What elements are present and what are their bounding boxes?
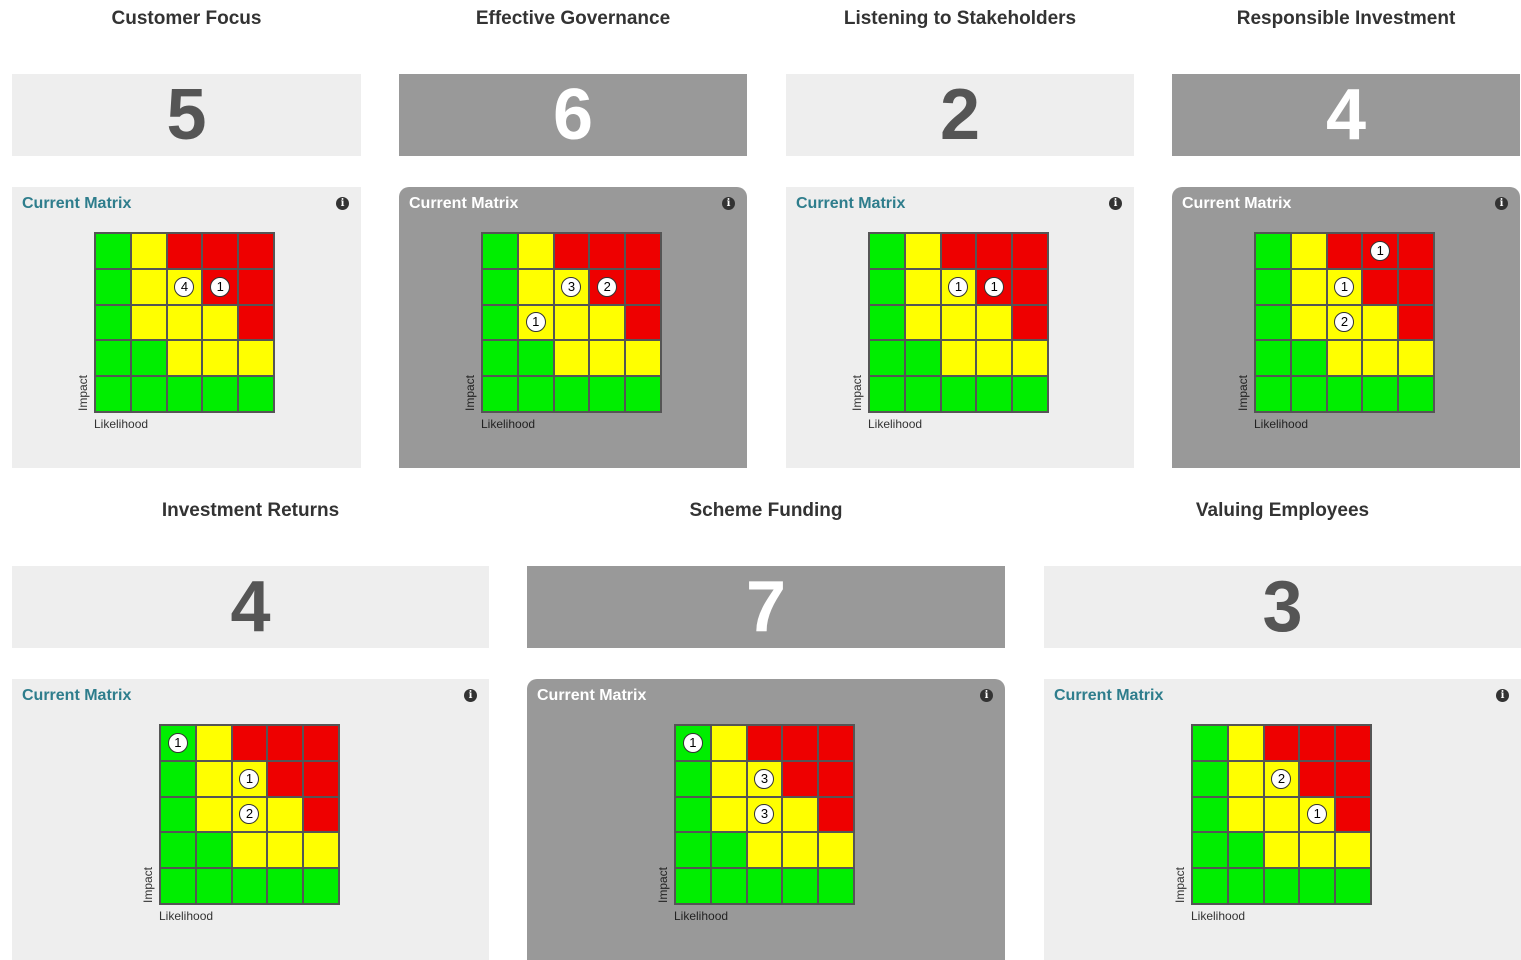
- matrix-cell[interactable]: [160, 832, 196, 868]
- likelihood-axis-label: Likelihood: [1254, 417, 1309, 431]
- matrix-cell[interactable]: [711, 868, 747, 904]
- matrix-cell[interactable]: [1398, 305, 1434, 341]
- matrix-cell[interactable]: [518, 376, 554, 412]
- risk-matrix-grid: [1191, 724, 1372, 905]
- matrix-cell[interactable]: [976, 233, 1012, 269]
- matrix-cell[interactable]: [1228, 868, 1264, 904]
- matrix-cell[interactable]: [554, 376, 590, 412]
- matrix-panel: [786, 187, 1134, 468]
- matrix-title: Current Matrix: [22, 687, 132, 704]
- risk-count[interactable]: 6: [399, 74, 747, 156]
- matrix-cell[interactable]: [267, 725, 303, 761]
- matrix-cell[interactable]: [160, 797, 196, 833]
- matrix-cell[interactable]: [711, 725, 747, 761]
- info-icon[interactable]: i: [1109, 197, 1122, 210]
- matrix-cell[interactable]: [167, 340, 203, 376]
- matrix-cell[interactable]: [1264, 761, 1300, 797]
- risk-card: [786, 0, 1134, 468]
- matrix-cell[interactable]: [747, 868, 783, 904]
- risk-count[interactable]: 4: [12, 566, 489, 648]
- matrix-cell[interactable]: [1335, 797, 1371, 833]
- matrix-cell[interactable]: [1264, 797, 1300, 833]
- matrix-cell[interactable]: [232, 868, 268, 904]
- matrix-cell[interactable]: [196, 761, 232, 797]
- risk-matrix-grid: [94, 232, 275, 413]
- matrix-cell[interactable]: [1362, 376, 1398, 412]
- matrix-cell[interactable]: [131, 233, 167, 269]
- matrix-cell[interactable]: [482, 376, 518, 412]
- matrix-cell[interactable]: [675, 797, 711, 833]
- matrix-cell[interactable]: [1299, 868, 1335, 904]
- matrix-title: Current Matrix: [22, 195, 132, 212]
- matrix-cell[interactable]: [1327, 305, 1363, 341]
- matrix-cell[interactable]: [1264, 832, 1300, 868]
- matrix-panel: [12, 187, 361, 468]
- likelihood-axis-label: Likelihood: [1191, 909, 1246, 923]
- impact-axis-label: Impact: [76, 374, 90, 411]
- matrix-cell[interactable]: [196, 797, 232, 833]
- card-title: Effective Governance: [475, 8, 671, 29]
- matrix-cell[interactable]: [711, 797, 747, 833]
- matrix-cell[interactable]: [1327, 340, 1363, 376]
- risk-matrix-grid: [1254, 232, 1435, 413]
- matrix-cell[interactable]: [202, 376, 238, 412]
- matrix-cell[interactable]: [1299, 761, 1335, 797]
- risk-matrix-grid: [868, 232, 1049, 413]
- matrix-cell[interactable]: [1362, 269, 1398, 305]
- info-icon[interactable]: i: [722, 197, 735, 210]
- risk-count-bubble[interactable]: 4: [174, 277, 194, 297]
- matrix-cell[interactable]: [1327, 233, 1363, 269]
- matrix-cell[interactable]: [976, 305, 1012, 341]
- matrix-cell[interactable]: [1327, 269, 1363, 305]
- matrix-cell[interactable]: [941, 305, 977, 341]
- risk-count[interactable]: 3: [1044, 566, 1521, 648]
- matrix-cell[interactable]: [160, 868, 196, 904]
- risk-matrix-grid: [674, 724, 855, 905]
- matrix-cell[interactable]: [1012, 376, 1048, 412]
- matrix-cell[interactable]: [675, 832, 711, 868]
- risk-count-bubble[interactable]: 1: [168, 733, 188, 753]
- matrix-cell[interactable]: [232, 797, 268, 833]
- matrix-cell[interactable]: [1228, 761, 1264, 797]
- matrix-cell[interactable]: [238, 340, 274, 376]
- matrix-title: Current Matrix: [409, 195, 519, 212]
- matrix-cell[interactable]: [95, 269, 131, 305]
- matrix-cell[interactable]: [1012, 233, 1048, 269]
- matrix-cell[interactable]: [167, 233, 203, 269]
- risk-count[interactable]: 5: [12, 74, 361, 156]
- matrix-cell[interactable]: [625, 376, 661, 412]
- matrix-cell[interactable]: [1264, 725, 1300, 761]
- matrix-cell[interactable]: [782, 761, 818, 797]
- risk-count[interactable]: 4: [1172, 74, 1520, 156]
- impact-axis-label: Impact: [1173, 866, 1187, 903]
- risk-count-bubble[interactable]: 1: [239, 769, 259, 789]
- matrix-cell[interactable]: [747, 832, 783, 868]
- matrix-cell[interactable]: [1335, 761, 1371, 797]
- matrix-cell[interactable]: [625, 340, 661, 376]
- matrix-panel: [1172, 187, 1520, 468]
- matrix-cell[interactable]: [869, 305, 905, 341]
- matrix-cell[interactable]: [625, 269, 661, 305]
- matrix-cell[interactable]: [303, 761, 339, 797]
- matrix-cell[interactable]: [518, 269, 554, 305]
- risk-count-bubble[interactable]: 1: [1334, 277, 1354, 297]
- matrix-cell[interactable]: [1335, 832, 1371, 868]
- matrix-cell[interactable]: [131, 269, 167, 305]
- matrix-cell[interactable]: [941, 269, 977, 305]
- matrix-cell[interactable]: [1327, 376, 1363, 412]
- impact-axis-label: Impact: [1236, 374, 1250, 411]
- matrix-cell[interactable]: [818, 868, 854, 904]
- risk-count[interactable]: 7: [527, 566, 1005, 648]
- risk-card: [1172, 0, 1520, 468]
- matrix-cell[interactable]: [869, 340, 905, 376]
- matrix-cell[interactable]: [482, 305, 518, 341]
- matrix-title: Current Matrix: [796, 195, 906, 212]
- matrix-cell[interactable]: [95, 233, 131, 269]
- matrix-title: Current Matrix: [1182, 195, 1292, 212]
- matrix-cell[interactable]: [554, 269, 590, 305]
- risk-count[interactable]: 2: [786, 74, 1134, 156]
- card-title: Customer Focus: [111, 8, 262, 29]
- matrix-title: Current Matrix: [1054, 687, 1164, 704]
- card-title: Listening to Stakeholders: [843, 8, 1077, 29]
- impact-axis-label: Impact: [463, 374, 477, 411]
- risk-count-bubble[interactable]: 1: [948, 277, 968, 297]
- matrix-cell[interactable]: [1291, 269, 1327, 305]
- matrix-cell[interactable]: [1362, 305, 1398, 341]
- matrix-cell[interactable]: [589, 305, 625, 341]
- matrix-cell[interactable]: [1398, 376, 1434, 412]
- matrix-cell[interactable]: [905, 269, 941, 305]
- matrix-cell[interactable]: [976, 269, 1012, 305]
- matrix-cell[interactable]: [818, 797, 854, 833]
- card-title: Investment Returns: [161, 500, 340, 521]
- impact-axis-label: Impact: [656, 866, 670, 903]
- matrix-cell[interactable]: [267, 761, 303, 797]
- risk-count-bubble[interactable]: 1: [1307, 804, 1327, 824]
- matrix-cell[interactable]: [818, 725, 854, 761]
- matrix-cell[interactable]: [202, 233, 238, 269]
- matrix-cell[interactable]: [202, 305, 238, 341]
- matrix-cell[interactable]: [1012, 340, 1048, 376]
- matrix-cell[interactable]: [95, 305, 131, 341]
- matrix-cell[interactable]: [238, 305, 274, 341]
- matrix-cell[interactable]: [482, 233, 518, 269]
- matrix-cell[interactable]: [95, 376, 131, 412]
- matrix-cell[interactable]: [1012, 269, 1048, 305]
- matrix-cell[interactable]: [202, 340, 238, 376]
- matrix-cell[interactable]: [747, 761, 783, 797]
- matrix-cell[interactable]: [818, 761, 854, 797]
- matrix-panel: [1044, 679, 1521, 960]
- matrix-cell[interactable]: [1398, 233, 1434, 269]
- matrix-cell[interactable]: [1291, 233, 1327, 269]
- risk-count-bubble[interactable]: 3: [754, 804, 774, 824]
- matrix-cell[interactable]: [1192, 725, 1228, 761]
- matrix-cell[interactable]: [625, 233, 661, 269]
- matrix-cell[interactable]: [869, 269, 905, 305]
- matrix-cell[interactable]: [589, 233, 625, 269]
- matrix-cell[interactable]: [941, 340, 977, 376]
- matrix-cell[interactable]: [589, 269, 625, 305]
- matrix-cell[interactable]: [782, 868, 818, 904]
- matrix-cell[interactable]: [202, 269, 238, 305]
- matrix-cell[interactable]: [1192, 832, 1228, 868]
- risk-count-bubble[interactable]: 1: [526, 312, 546, 332]
- matrix-cell[interactable]: [711, 761, 747, 797]
- matrix-cell[interactable]: [675, 725, 711, 761]
- likelihood-axis-label: Likelihood: [94, 417, 149, 431]
- matrix-cell[interactable]: [589, 340, 625, 376]
- matrix-cell[interactable]: [482, 269, 518, 305]
- matrix-title: Current Matrix: [537, 687, 647, 704]
- likelihood-axis-label: Likelihood: [674, 909, 729, 923]
- matrix-cell[interactable]: [1012, 305, 1048, 341]
- risk-count-bubble[interactable]: 1: [1370, 241, 1390, 261]
- matrix-cell[interactable]: [1255, 233, 1291, 269]
- matrix-cell[interactable]: [1228, 725, 1264, 761]
- matrix-cell[interactable]: [232, 761, 268, 797]
- matrix-cell[interactable]: [1255, 340, 1291, 376]
- likelihood-axis-label: Likelihood: [159, 909, 214, 923]
- matrix-cell[interactable]: [1228, 832, 1264, 868]
- matrix-cell[interactable]: [518, 305, 554, 341]
- matrix-cell[interactable]: [782, 832, 818, 868]
- matrix-cell[interactable]: [518, 340, 554, 376]
- card-title: Valuing Employees: [1195, 500, 1370, 521]
- matrix-cell[interactable]: [131, 340, 167, 376]
- matrix-cell[interactable]: [1398, 269, 1434, 305]
- matrix-cell[interactable]: [1335, 868, 1371, 904]
- matrix-cell[interactable]: [554, 305, 590, 341]
- matrix-cell[interactable]: [976, 340, 1012, 376]
- matrix-cell[interactable]: [1362, 340, 1398, 376]
- matrix-cell[interactable]: [1255, 305, 1291, 341]
- matrix-cell[interactable]: [675, 868, 711, 904]
- risk-count-bubble[interactable]: 1: [683, 733, 703, 753]
- matrix-cell[interactable]: [782, 797, 818, 833]
- matrix-cell[interactable]: [196, 868, 232, 904]
- matrix-cell[interactable]: [131, 376, 167, 412]
- matrix-panel: [12, 679, 489, 960]
- matrix-cell[interactable]: [1335, 725, 1371, 761]
- impact-axis-label: Impact: [141, 866, 155, 903]
- card-title: Scheme Funding: [689, 500, 843, 521]
- matrix-cell[interactable]: [869, 376, 905, 412]
- matrix-cell[interactable]: [941, 376, 977, 412]
- risk-count-bubble[interactable]: 2: [1271, 769, 1291, 789]
- risk-count-bubble[interactable]: 2: [239, 804, 259, 824]
- matrix-cell[interactable]: [782, 725, 818, 761]
- matrix-panel: [527, 679, 1005, 960]
- matrix-cell[interactable]: [267, 797, 303, 833]
- matrix-cell[interactable]: [267, 832, 303, 868]
- matrix-cell[interactable]: [1398, 340, 1434, 376]
- matrix-cell[interactable]: [1291, 305, 1327, 341]
- risk-count-bubble[interactable]: 1: [984, 277, 1004, 297]
- risk-card: [399, 0, 747, 468]
- matrix-cell[interactable]: [518, 233, 554, 269]
- matrix-cell[interactable]: [905, 376, 941, 412]
- matrix-cell[interactable]: [232, 832, 268, 868]
- risk-card: [12, 0, 361, 468]
- risk-matrix-grid: [481, 232, 662, 413]
- risk-count-bubble[interactable]: 2: [1334, 312, 1354, 332]
- risk-card: [12, 492, 489, 960]
- matrix-cell[interactable]: [747, 725, 783, 761]
- matrix-cell[interactable]: [160, 725, 196, 761]
- info-icon[interactable]: i: [980, 689, 993, 702]
- info-icon[interactable]: i: [1495, 197, 1508, 210]
- matrix-cell[interactable]: [95, 340, 131, 376]
- matrix-cell[interactable]: [1299, 797, 1335, 833]
- matrix-cell[interactable]: [167, 305, 203, 341]
- matrix-cell[interactable]: [1291, 376, 1327, 412]
- matrix-cell[interactable]: [1192, 868, 1228, 904]
- matrix-cell[interactable]: [747, 797, 783, 833]
- matrix-cell[interactable]: [1299, 725, 1335, 761]
- matrix-cell[interactable]: [267, 868, 303, 904]
- matrix-cell[interactable]: [238, 376, 274, 412]
- matrix-cell[interactable]: [160, 761, 196, 797]
- card-title: Responsible Investment: [1236, 8, 1456, 29]
- matrix-cell[interactable]: [238, 233, 274, 269]
- matrix-cell[interactable]: [1264, 868, 1300, 904]
- matrix-cell[interactable]: [1255, 376, 1291, 412]
- matrix-cell[interactable]: [303, 725, 339, 761]
- matrix-cell[interactable]: [941, 233, 977, 269]
- matrix-cell[interactable]: [167, 376, 203, 412]
- risk-card: [527, 492, 1005, 960]
- matrix-panel: [399, 187, 747, 468]
- matrix-cell[interactable]: [675, 761, 711, 797]
- risk-count-bubble[interactable]: 3: [754, 769, 774, 789]
- matrix-cell[interactable]: [1228, 797, 1264, 833]
- info-icon[interactable]: i: [464, 689, 477, 702]
- matrix-cell[interactable]: [554, 340, 590, 376]
- matrix-cell[interactable]: [1299, 832, 1335, 868]
- matrix-cell[interactable]: [711, 832, 747, 868]
- matrix-cell[interactable]: [303, 797, 339, 833]
- matrix-cell[interactable]: [167, 269, 203, 305]
- likelihood-axis-label: Likelihood: [481, 417, 536, 431]
- matrix-cell[interactable]: [482, 340, 518, 376]
- matrix-cell[interactable]: [1192, 761, 1228, 797]
- matrix-cell[interactable]: [303, 832, 339, 868]
- risk-count-bubble[interactable]: 3: [561, 277, 581, 297]
- matrix-cell[interactable]: [232, 725, 268, 761]
- impact-axis-label: Impact: [850, 374, 864, 411]
- matrix-cell[interactable]: [238, 269, 274, 305]
- matrix-cell[interactable]: [869, 233, 905, 269]
- info-icon[interactable]: i: [336, 197, 349, 210]
- matrix-cell[interactable]: [1362, 233, 1398, 269]
- risk-count-bubble[interactable]: 1: [210, 277, 230, 297]
- matrix-cell[interactable]: [625, 305, 661, 341]
- risk-matrix-grid: [159, 724, 340, 905]
- info-icon[interactable]: i: [1496, 689, 1509, 702]
- matrix-cell[interactable]: [1192, 797, 1228, 833]
- matrix-cell[interactable]: [131, 305, 167, 341]
- matrix-cell[interactable]: [905, 340, 941, 376]
- matrix-cell[interactable]: [818, 832, 854, 868]
- matrix-cell[interactable]: [303, 868, 339, 904]
- matrix-cell[interactable]: [905, 233, 941, 269]
- risk-card: [1044, 492, 1521, 960]
- likelihood-axis-label: Likelihood: [868, 417, 923, 431]
- matrix-cell[interactable]: [196, 725, 232, 761]
- matrix-cell[interactable]: [1255, 269, 1291, 305]
- matrix-cell[interactable]: [976, 376, 1012, 412]
- risk-count-bubble[interactable]: 2: [597, 277, 617, 297]
- matrix-cell[interactable]: [905, 305, 941, 341]
- matrix-cell[interactable]: [589, 376, 625, 412]
- matrix-cell[interactable]: [196, 832, 232, 868]
- matrix-cell[interactable]: [1291, 340, 1327, 376]
- matrix-cell[interactable]: [554, 233, 590, 269]
